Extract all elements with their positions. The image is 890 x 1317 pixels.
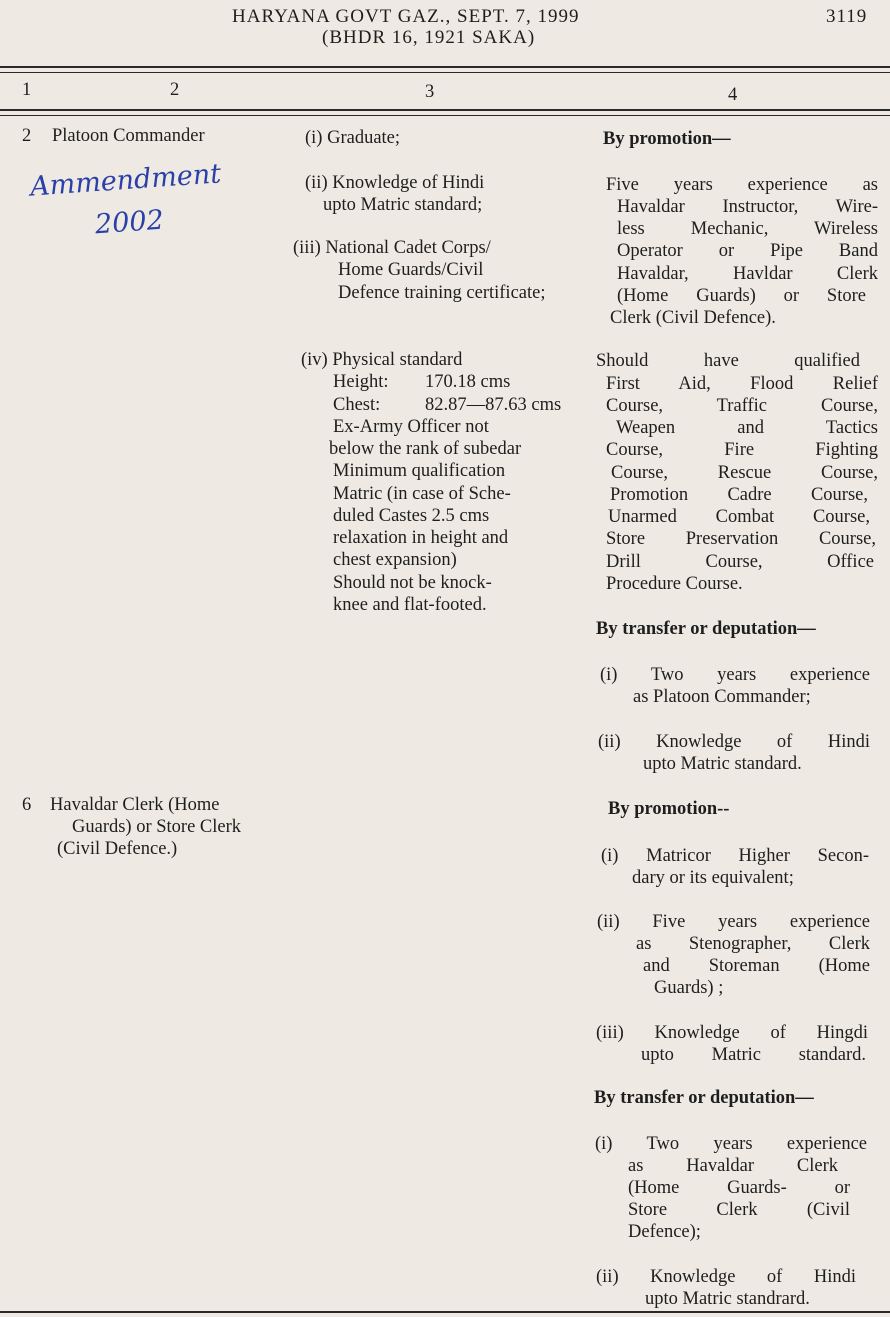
qual-iv-line14: knee and flat-footed. [333, 595, 487, 615]
row1-promotion-line1: Five years experience as [606, 175, 878, 195]
row1-promotion-line3: less Mechanic, Wireless [617, 219, 878, 239]
qual-iv-line6: Ex-Army Officer not [333, 417, 489, 437]
column-number-4: 4 [728, 85, 738, 105]
row1-promotion-line5: Havaldar, Havldar Clerk [617, 264, 878, 284]
qual-i: (i) Graduate; [305, 128, 401, 148]
row1-should-line9: Store Preservation Course, [606, 529, 876, 549]
column-header-rule [0, 109, 890, 111]
row1-transfer-ii-line1: (ii) Knowledge of Hindi [598, 732, 870, 752]
row1-should-line10: Drill Course, Office [606, 552, 874, 572]
qual-iii-line3: Defence training certificate; [338, 283, 546, 303]
qual-iv-line7: below the rank of subedar [329, 439, 522, 459]
qual-iv-line13: Should not be knock- [333, 573, 492, 593]
row1-promotion-line4: Operator or Pipe Band [617, 241, 878, 261]
row2-transfer-i-line2: as Havaldar Clerk [628, 1156, 838, 1176]
qual-iii-line2: Home Guards/Civil [338, 260, 484, 280]
handwritten-annotation-line1: Ammendment [29, 158, 223, 203]
qual-iv-line1: (iv) Physical standard [301, 350, 463, 370]
qual-iv-height-value: 170.18 cms [425, 372, 511, 392]
qual-ii-line1: (ii) Knowledge of Hindi [305, 173, 485, 193]
bottom-rule [0, 1311, 890, 1313]
row2-transfer-ii-line2: upto Matric standrard. [645, 1289, 810, 1309]
row1-should-line8: Unarmed Combat Course, [608, 507, 870, 527]
row2-transfer-i-line3: (Home Guards- or [628, 1178, 850, 1198]
row1-promotion-line6: (Home Guards) or Store [617, 286, 866, 306]
qual-iv-height-label: Height: [333, 372, 389, 392]
row2-post-line2: Guards) or Store Clerk [72, 817, 242, 837]
row2-promo-i-line2: dary or its equivalent; [632, 868, 794, 888]
top-rule [0, 66, 890, 68]
row2-serial: 6 [22, 795, 32, 815]
row1-should-line11: Procedure Course. [606, 574, 743, 594]
qual-iv-chest-value: 82.87—87.63 cms [425, 395, 562, 415]
page-number: 3119 [826, 6, 868, 27]
top-rule-thin [0, 72, 890, 73]
row1-should-line2: First Aid, Flood Relief [606, 374, 878, 394]
row2-promo-ii-line1: (ii) Five years experience [597, 912, 870, 932]
row1-transfer-heading: By transfer or deputation— [596, 619, 816, 639]
row1-promotion-line2: Havaldar Instructor, Wire- [617, 197, 878, 217]
row2-promo-ii-line3: and Storeman (Home [643, 956, 870, 976]
gazette-subtitle: (BHDR 16, 1921 SAKA) [322, 27, 536, 48]
row1-should-line3: Course, Traffic Course, [606, 396, 878, 416]
row2-promo-iii-line1: (iii) Knowledge of Hingdi [596, 1023, 868, 1043]
row2-transfer-ii-line1: (ii) Knowledge of Hindi [596, 1267, 856, 1287]
handwritten-annotation-line2: 2002 [94, 204, 165, 241]
row2-transfer-heading: By transfer or deputation— [594, 1088, 814, 1108]
row1-should-line6: Course, Rescue Course, [611, 463, 878, 483]
qual-iv-line8: Minimum qualification [333, 461, 506, 481]
row1-post: Platoon Commander [52, 126, 205, 146]
qual-iv-line10: duled Castes 2.5 cms [333, 506, 490, 526]
row1-should-line4: Weapen and Tactics [616, 418, 878, 438]
qual-iv-chest-label: Chest: [333, 395, 381, 415]
row2-transfer-i-line1: (i) Two years experience [595, 1134, 867, 1154]
row1-transfer-i-line2: as Platoon Commander; [633, 687, 811, 707]
row2-promo-ii-line4: Guards) ; [654, 978, 724, 998]
row2-promotion-heading: By promotion-- [608, 799, 730, 819]
row1-promotion-heading: By promotion— [603, 129, 731, 149]
column-header-rule-thin [0, 115, 890, 116]
row2-promo-ii-line2: as Stenographer, Clerk [636, 934, 870, 954]
row1-should-line7: Promotion Cadre Course, [610, 485, 868, 505]
qual-iii-line1: (iii) National Cadet Corps/ [293, 238, 491, 258]
row1-serial: 2 [22, 126, 32, 146]
row2-post-line1: Havaldar Clerk (Home [50, 795, 220, 815]
row1-transfer-i-line1: (i) Two years experience [600, 665, 870, 685]
row2-transfer-i-line4: Store Clerk (Civil [628, 1200, 850, 1220]
row1-should-line1: Should have qualified [596, 351, 860, 371]
row1-should-line5: Course, Fire Fighting [606, 440, 878, 460]
gazette-title: HARYANA GOVT GAZ., SEPT. 7, 1999 [232, 6, 580, 27]
row2-transfer-i-line5: Defence); [628, 1222, 701, 1242]
qual-ii-line2: upto Matric standard; [323, 195, 483, 215]
row1-promotion-line7: Clerk (Civil Defence). [610, 308, 776, 328]
row2-promo-iii-line2: upto Matric standard. [641, 1045, 866, 1065]
qual-iv-line12: chest expansion) [333, 550, 457, 570]
column-number-3: 3 [425, 82, 435, 102]
row2-post-line3: (Civil Defence.) [57, 839, 178, 859]
qual-iv-line11: relaxation in height and [333, 528, 509, 548]
column-number-1: 1 [22, 80, 32, 100]
column-number-2: 2 [170, 80, 180, 100]
row2-promo-i-line1: (i) Matricor Higher Secon- [601, 846, 869, 866]
qual-iv-line9: Matric (in case of Sche- [333, 484, 511, 504]
row1-transfer-ii-line2: upto Matric standard. [643, 754, 802, 774]
